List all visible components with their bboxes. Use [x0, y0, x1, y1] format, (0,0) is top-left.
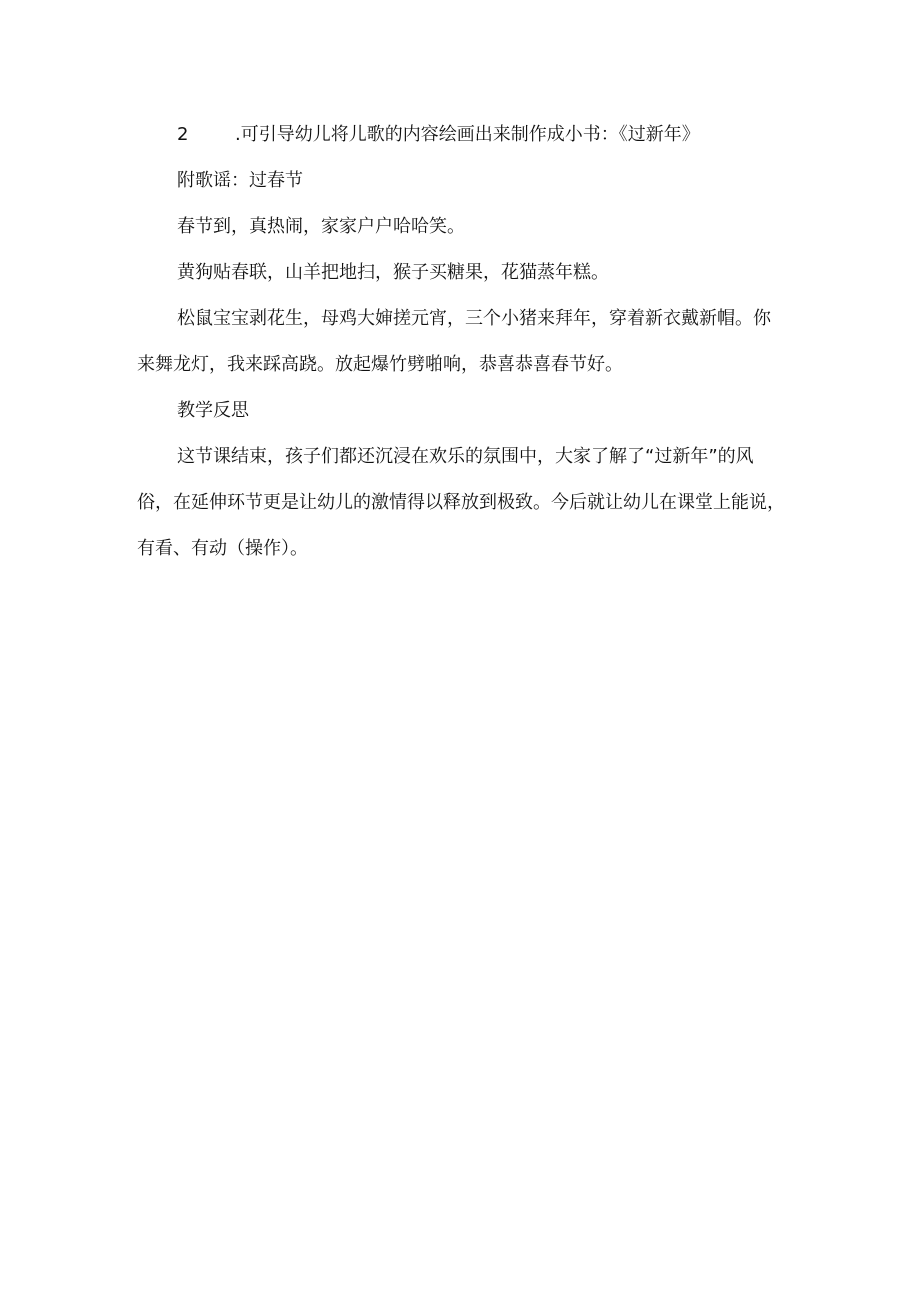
reflection-title: 教学反思 [177, 400, 249, 421]
document-body [137, 112, 787, 572]
list-item-number: 2 [177, 124, 189, 145]
appendix-title: 附歌谣：过春节 [177, 170, 303, 191]
list-item-2 [137, 112, 787, 158]
reflection-paragraph-line: 这节课结束，孩子们都还沉浸在欢乐的氛围中，大家了解了“过新年”的风 [177, 446, 754, 467]
reflection-paragraph-line: 俗，在延伸环节更是让幼儿的激情得以释放到极致。今后就让幼儿在课堂上能说， [137, 492, 785, 513]
reflection-paragraph-line: 有看、有动（操作）。 [137, 538, 308, 559]
song-line: 黄狗贴春联，山羊把地扫，猴子买糖果，花猫蒸年糕。 [177, 262, 609, 283]
list-item-text: .可引导幼儿将儿歌的内容绘画出来制作成小书：《过新年》 [235, 124, 700, 145]
song-line: 春节到，真热闹，家家户户哈哈笑。 [177, 216, 465, 237]
song-line: 松鼠宝宝剥花生，母鸡大婶搓元宵，三个小猪来拜年，穿着新衣戴新帽。你 [177, 308, 771, 329]
song-line-continued: 来舞龙灯，我来踩高跷。放起爆竹劈啪响，恭喜恭喜春节好。 [137, 354, 623, 375]
